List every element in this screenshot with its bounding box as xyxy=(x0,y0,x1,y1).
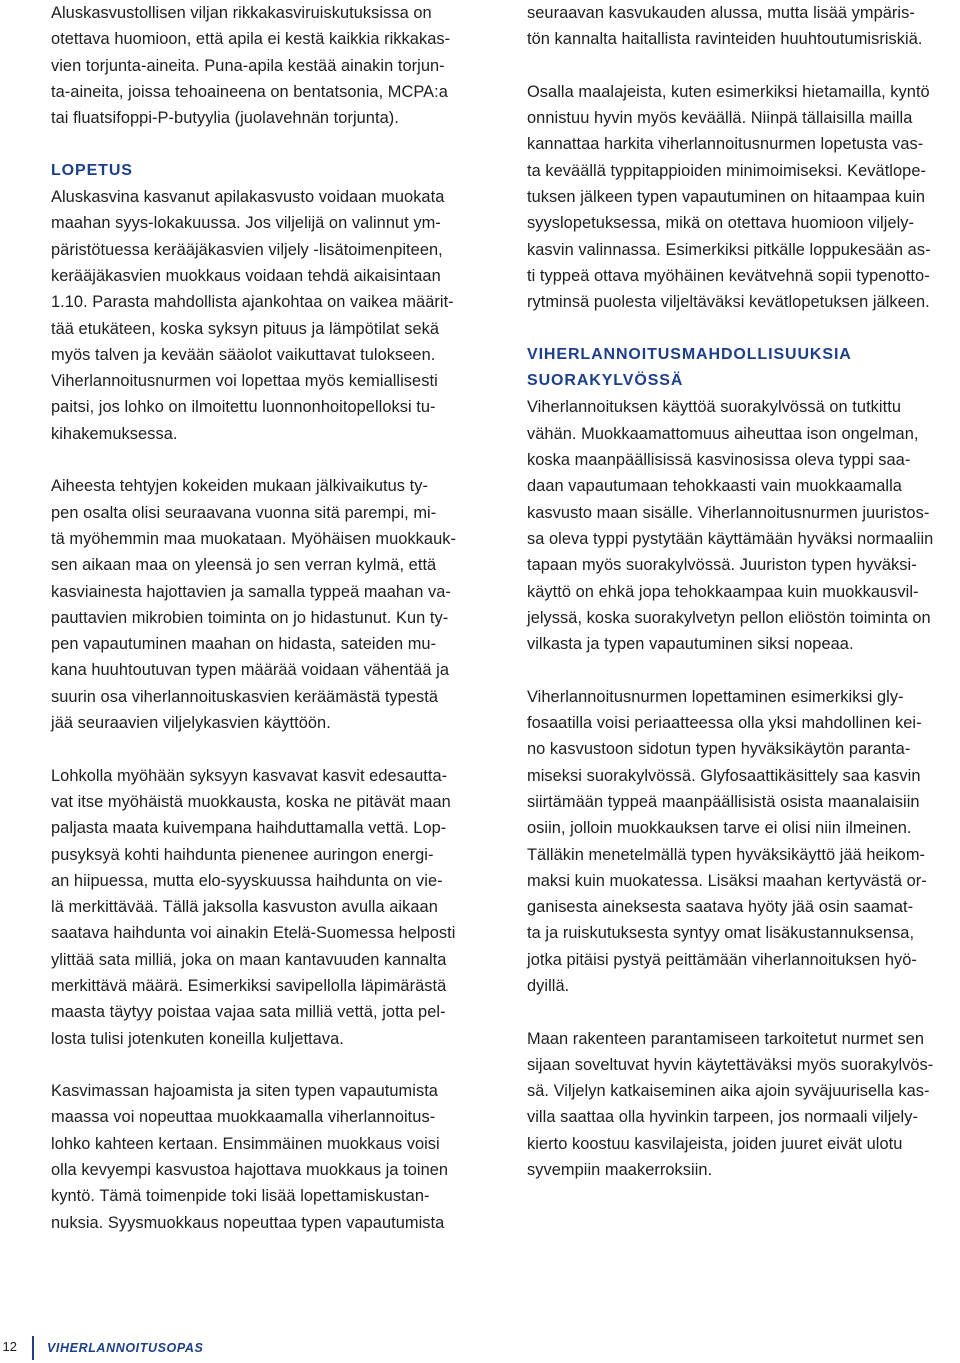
text-line: sijaan soveltuvat hyvin käytettäväksi myös suorakylvös- xyxy=(527,1055,934,1074)
text-line: paljasta maata kuivempana haihduttamalla vettä. Lop- xyxy=(51,819,447,838)
text-line: maasta täytyy poistaa vajaa sata milliä vettä, jotta pel- xyxy=(51,1003,446,1022)
text-line: villa saattaa olla hyvinkin tarpeen, jos normaali viljely- xyxy=(527,1108,918,1127)
text-line: syyslopetuksessa, mikä on otettava huomioon viljely- xyxy=(527,214,915,233)
text-line: syvempiin maakerroksiin. xyxy=(527,1161,713,1180)
text-line: daan vapautumaan tehokkaasti vain muokkaamalla xyxy=(527,477,902,496)
text-line: kierto koostuu kasvilajeista, joiden juuret eivät ulotu xyxy=(527,1134,903,1153)
text-line: Viherlannoituksen käyttöä suorakylvössä on tutkittu xyxy=(527,398,901,417)
text-line: pen osalta olisi seuraavana vuonna sitä parempi, mi- xyxy=(51,503,437,522)
text-line: saatava haihdunta voi ainakin Etelä-Suomessa helposti xyxy=(51,924,456,943)
paragraph-gap xyxy=(527,657,960,683)
text-line: suurin osa viherlannoituskasvien keräämästä typestä xyxy=(51,687,439,706)
text-line: vien torjunta-aineita. Puna-apila kestää ainakin torjun- xyxy=(51,56,445,75)
left-column xyxy=(51,0,485,1236)
text-line: dyillä. xyxy=(527,976,570,995)
text-line: miseksi suorakylvössä. Glyfosaattikäsittely saa kasvin xyxy=(527,766,921,785)
text-line: losta tulisi jotenkuten koneilla kuljettava. xyxy=(51,1029,344,1048)
text-line: ganisesta aineksesta saatava hyöty jää osin saamat- xyxy=(527,898,914,917)
text-line: maksi kuin muokatessa. Lisäksi maahan kertyvästä or- xyxy=(527,871,927,890)
text-line: rytminsä puolesta viljeltäväksi kevätlopetuksen jälkeen. xyxy=(527,293,930,312)
text-line: pauttavien mikrobien toiminta on jo hidastunut. Kun ty- xyxy=(51,608,449,627)
text-line: kana huuhtoutuvan typen määrää voidaan vähentää ja xyxy=(51,661,449,680)
text-line: pen vapautuminen maahan on hidasta, sateiden mu- xyxy=(51,635,437,654)
text-line: Viherlannoitusnurmen lopettaminen esimerkiksi gly- xyxy=(527,687,904,706)
text-line: koska maanpäällisissä kasvinosissa oleva typpi saa- xyxy=(527,451,911,470)
text-line: olla kevyempi kasvustoa hajottava muokkaus ja toinen xyxy=(51,1161,449,1180)
text-line: onnistuu hyvin myös keväällä. Niinpä tällaisilla mailla xyxy=(527,109,913,128)
page-number: 12 xyxy=(2,1339,17,1354)
text-line: tuksen jälkeen typen vapautuminen on hitaampaa kuin xyxy=(527,188,926,207)
text-line: Kasvimassan hajoamista ja siten typen vapautumista xyxy=(51,1082,438,1101)
text-line: kasvin valinnassa. Esimerkiksi pitkälle loppukesään as- xyxy=(527,240,931,259)
text-line: vähän. Muokkaamattomuus aiheuttaa ison ongelman, xyxy=(527,424,919,443)
section-heading: VIHERLANNOITUSMAHDOLLISUUKSIA xyxy=(527,345,852,363)
text-line: Aluskasvina kasvanut apilakasvusto voidaan muokata xyxy=(51,188,445,207)
text-line: myös talven ja kevään sääolot vaikuttavat tulokseen. xyxy=(51,345,436,364)
text-line: tön kannalta haitallista ravinteiden huuhtoutumisriskiä. xyxy=(527,30,923,49)
text-line: lä merkittävää. Tällä jaksolla kasvuston avulla aikaan xyxy=(51,898,438,917)
text-line: seuraavan kasvukauden alussa, mutta lisää ympäris- xyxy=(527,4,915,22)
text-line: jotka pitäisi pystyä peittämään viherlannoituksen hyö- xyxy=(527,950,917,969)
text-line: maahan syys-lokakuussa. Jos viljelijä on valinnut ym- xyxy=(51,214,441,233)
text-line: 1.10. Parasta mahdollista ajankohtaa on vaikea määrit- xyxy=(51,293,454,312)
text-line: jelyssä, koska suorakylvetyn pellon eliöstön toiminta on xyxy=(527,608,931,627)
text-line: Lohkolla myöhään syksyyn kasvavat kasvit edesautta- xyxy=(51,766,448,785)
text-line: tapaan myös suorakylvössä. Juuriston typen hyväksi- xyxy=(527,556,917,575)
page-footer xyxy=(0,1336,400,1360)
text-line: paitsi, jos lohko on ilmoitettu luonnonhoitopelloksi tu- xyxy=(51,398,436,417)
text-line: otettava huomioon, että apila ei kestä kaikkia rikkakas- xyxy=(51,30,451,49)
text-line: siirtämään typpeä maanpäällisistä osista maanalaisiin xyxy=(527,792,920,811)
text-line: maassa voi nopeuttaa muokkaamalla viherlannoitus- xyxy=(51,1108,436,1127)
text-line: fosaatilla voisi periaatteessa olla yksi mahdollinen kei- xyxy=(527,714,922,733)
text-line: tai fluatsifoppi-P-butyylia (juolavehnän torjunta). xyxy=(51,109,399,128)
text-line: kannattaa harkita viherlannoitusnurmen lopetusta vas- xyxy=(527,135,924,154)
text-line: kasviainesta hajottavien ja samalla typpeä maahan va- xyxy=(51,582,451,601)
publication-title: VIHERLANNOITUSOPAS xyxy=(47,1341,204,1355)
text-line: ti typpeä ottava myöhäinen kevätvehnä sopii typenotto- xyxy=(527,266,930,285)
text-line: Maan rakenteen parantamiseen tarkoitetut nurmet sen xyxy=(527,1029,925,1048)
right-column xyxy=(527,0,960,1183)
text-line: ta ja ruiskutuksesta syntyy omat lisäkustannuksensa, xyxy=(527,924,915,943)
text-line: Aluskasvustollisen viljan rikkakasviruiskutuksissa on xyxy=(51,4,432,22)
text-line: osiin, jolloin muokkauksen tarve ei olisi niin ilmeinen. xyxy=(527,819,912,838)
text-line: päristötuessa kerääjäkasvien viljely -lisätoimenpiteen, xyxy=(51,240,443,259)
text-line: kyntö. Tämä toimenpide toki lisää lopettamiskustan- xyxy=(51,1187,430,1206)
paragraph-gap xyxy=(527,999,960,1025)
text-line: sa oleva typpi pystytään käyttämään hyväksi normaaliin xyxy=(527,529,934,548)
text-line: kasvusto maan sisälle. Viherlannoitusnurmen juuristos- xyxy=(527,503,930,522)
text-line: tää etukäteen, koska syksyn pituus ja lämpötilat sekä xyxy=(51,319,440,338)
text-line: Tälläkin menetelmällä typen hyväksikäyttö jää heikom- xyxy=(527,845,926,864)
text-line: käyttö on ehkä jopa tehokkaampaa kuin muokkausvil- xyxy=(527,582,919,601)
text-line: an hiipuessa, mutta elo-syyskuussa haihdunta on vie- xyxy=(51,871,443,890)
text-line: nuksia. Syysmuokkaus nopeuttaa typen vapautumista xyxy=(51,1213,445,1232)
text-line: kerääjäkasvien muokkaus voidaan tehdä aikaisintaan xyxy=(51,266,441,285)
text-line: tä myöhemmin maa muokataan. Myöhäisen muokkauk- xyxy=(51,529,457,548)
text-line: pusyksyä kohti haihdunta pienenee auringon energi- xyxy=(51,845,434,864)
section-heading: LOPETUS xyxy=(51,161,133,179)
text-line: ylittää sata milliä, joka on maan kantavuuden kannalta xyxy=(51,950,447,969)
text-line: ta-aineita, joissa tehoaineena on bentatsonia, MCPA:a xyxy=(51,82,448,101)
paragraph-gap xyxy=(51,131,485,157)
text-line: ta keväällä typpitappioiden minimoimiseksi. Kevätlope- xyxy=(527,161,927,180)
text-line: no kasvustoon sidotun typen hyväksikäytön paranta- xyxy=(527,740,911,759)
text-line: sen aikaan maa on yleensä jo sen verran kylmä, että xyxy=(51,556,437,575)
text-line: kihakemuksessa. xyxy=(51,424,178,443)
section-heading: SUORAKYLVÖSSÄ xyxy=(527,372,684,390)
text-line: vat itse myöhäistä muokkausta, koska ne pitävät maan xyxy=(51,792,451,811)
paragraph-gap xyxy=(51,447,485,473)
text-line: Osalla maalajeista, kuten esimerkiksi hietamailla, kyntö xyxy=(527,82,930,101)
text-line: sä. Viljelyn katkaiseminen aika ajoin syväjuurisella kas- xyxy=(527,1082,930,1101)
footer-divider xyxy=(32,1336,34,1360)
paragraph-gap xyxy=(51,1052,485,1078)
paragraph-gap xyxy=(527,53,960,79)
text-line: merkittävä määrä. Esimerkiksi savipellolla läpimärästä xyxy=(51,976,447,995)
text-line: Viherlannoitusnurmen voi lopettaa myös kemiallisesti xyxy=(51,372,438,391)
text-line: lohko kahteen kertaan. Ensimmäinen muokkaus voisi xyxy=(51,1134,440,1153)
paragraph-gap xyxy=(51,736,485,762)
paragraph-gap xyxy=(527,316,960,342)
text-line: jää seuraavien viljelykasvien käyttöön. xyxy=(51,714,331,733)
text-line: vilkasta ja typen vapautuminen siksi nopeaa. xyxy=(527,635,854,654)
text-line: Aiheesta tehtyjen kokeiden mukaan jälkivaikutus ty- xyxy=(51,477,429,496)
